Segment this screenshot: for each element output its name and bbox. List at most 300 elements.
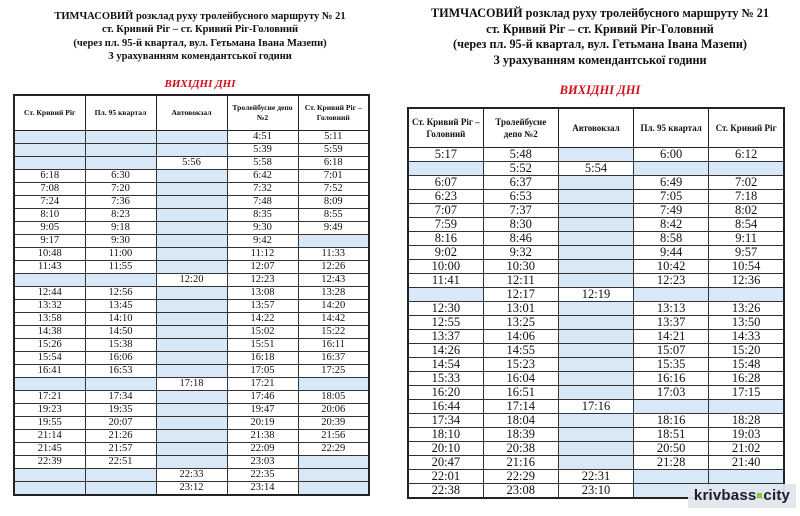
table-row [14, 131, 369, 144]
time-cell: 23:14 [227, 482, 298, 496]
time-cell: 13:25 [483, 316, 558, 330]
table-row [14, 222, 369, 235]
empty-cell [85, 144, 156, 157]
table-row [14, 391, 369, 404]
column-header: Ст. Кривий Ріг – Головний [408, 108, 483, 148]
empty-cell [85, 469, 156, 482]
time-cell: 10:48 [14, 248, 85, 261]
time-cell: 5:56 [156, 157, 227, 170]
table-row [14, 365, 369, 378]
time-cell: 16:20 [408, 386, 483, 400]
time-cell: 5:17 [408, 148, 483, 162]
time-cell: 13:28 [298, 287, 369, 300]
time-cell: 15:23 [483, 358, 558, 372]
time-cell: 7:36 [85, 196, 156, 209]
empty-cell [156, 365, 227, 378]
time-cell: 16:18 [227, 352, 298, 365]
time-cell: 7:24 [14, 196, 85, 209]
empty-cell [156, 183, 227, 196]
time-cell: 22:29 [483, 470, 558, 484]
empty-cell [558, 246, 633, 260]
watermark-dot-icon [757, 493, 762, 498]
empty-cell [85, 131, 156, 144]
time-cell: 13:13 [634, 302, 709, 316]
time-cell: 21:38 [227, 430, 298, 443]
watermark-text: city [763, 487, 791, 504]
time-cell: 16:28 [709, 372, 784, 386]
empty-cell [156, 287, 227, 300]
time-cell: 7:07 [408, 204, 483, 218]
empty-cell [156, 339, 227, 352]
time-cell: 9:49 [298, 222, 369, 235]
table-row [408, 414, 784, 428]
title-text: розклад руху тролейбусного маршруту № 21 [522, 6, 769, 20]
empty-cell [156, 326, 227, 339]
left-subtitle: ВИХІДНІ ДНІ [164, 77, 236, 90]
time-cell: 6:49 [634, 176, 709, 190]
time-cell: 12:43 [298, 274, 369, 287]
time-cell: 9:44 [634, 246, 709, 260]
time-cell: 6:53 [483, 190, 558, 204]
table-row [14, 209, 369, 222]
empty-cell [558, 316, 633, 330]
empty-cell [85, 157, 156, 170]
table-row [408, 358, 784, 372]
time-cell: 16:41 [14, 365, 85, 378]
time-cell: 9:11 [709, 232, 784, 246]
time-cell: 21:56 [298, 430, 369, 443]
time-cell: 6:00 [634, 148, 709, 162]
time-cell: 9:17 [14, 235, 85, 248]
table-row [408, 470, 784, 484]
table-row [14, 170, 369, 183]
time-cell: 17:25 [298, 365, 369, 378]
table-row [14, 313, 369, 326]
time-cell: 22:51 [85, 456, 156, 469]
table-row [408, 400, 784, 414]
table-row [14, 287, 369, 300]
empty-cell [156, 443, 227, 456]
empty-cell [558, 260, 633, 274]
time-cell: 6:37 [483, 176, 558, 190]
time-cell: 16:11 [298, 339, 369, 352]
time-cell: 9:18 [85, 222, 156, 235]
time-cell: 21:57 [85, 443, 156, 456]
time-cell: 12:23 [227, 274, 298, 287]
time-cell: 13:50 [709, 316, 784, 330]
time-cell: 5:58 [227, 157, 298, 170]
time-cell: 20:38 [483, 442, 558, 456]
time-cell: 23:03 [227, 456, 298, 469]
table-row [14, 339, 369, 352]
time-cell: 18:16 [634, 414, 709, 428]
empty-cell [85, 274, 156, 287]
time-cell: 12:56 [85, 287, 156, 300]
time-cell: 15:07 [634, 344, 709, 358]
time-cell: 22:09 [227, 443, 298, 456]
column-header: Тролейбусне депо №2 [227, 95, 298, 131]
time-cell: 22:01 [408, 470, 483, 484]
empty-cell [14, 144, 85, 157]
empty-cell [558, 372, 633, 386]
time-cell: 20:47 [408, 456, 483, 470]
empty-cell [156, 300, 227, 313]
time-cell: 11:00 [85, 248, 156, 261]
time-cell: 7:18 [709, 190, 784, 204]
time-cell: 18:04 [483, 414, 558, 428]
time-cell: 13:26 [709, 302, 784, 316]
time-cell: 8:46 [483, 232, 558, 246]
title-line [400, 6, 800, 22]
time-cell: 13:01 [483, 302, 558, 316]
time-cell: 8:35 [227, 209, 298, 222]
time-cell: 17:18 [156, 378, 227, 391]
table-row [408, 246, 784, 260]
empty-cell [14, 157, 85, 170]
empty-cell [156, 222, 227, 235]
time-cell: 8:54 [709, 218, 784, 232]
table-row [14, 417, 369, 430]
empty-cell [298, 378, 369, 391]
time-cell: 22:39 [14, 456, 85, 469]
time-cell: 8:23 [85, 209, 156, 222]
time-cell: 22:33 [156, 469, 227, 482]
time-cell: 17:14 [483, 400, 558, 414]
title-line: (через пл. 95-й квартал, вул. Гетьмана Івана Мазепи) [73, 37, 327, 49]
table-row [14, 443, 369, 456]
time-cell: 15:26 [14, 339, 85, 352]
time-cell: 18:39 [483, 428, 558, 442]
empty-cell [558, 344, 633, 358]
time-cell: 5:52 [483, 162, 558, 176]
table-header-row [14, 95, 369, 131]
time-cell: 16:37 [298, 352, 369, 365]
title-line: З урахуванням комендантської години [493, 52, 707, 67]
table-row [14, 352, 369, 365]
empty-cell [634, 470, 709, 484]
time-cell: 14:42 [298, 313, 369, 326]
time-cell: 18:28 [709, 414, 784, 428]
time-cell: 20:07 [85, 417, 156, 430]
empty-cell [634, 288, 709, 302]
time-cell: 12:23 [634, 274, 709, 288]
empty-cell [558, 274, 633, 288]
table-row [14, 326, 369, 339]
time-cell: 17:15 [709, 386, 784, 400]
empty-cell [298, 482, 369, 496]
empty-cell [14, 131, 85, 144]
time-cell: 13:32 [14, 300, 85, 313]
table-row [408, 218, 784, 232]
empty-cell [558, 414, 633, 428]
time-cell: 19:47 [227, 404, 298, 417]
empty-cell [558, 386, 633, 400]
watermark-text: krivbass [693, 487, 757, 504]
time-cell: 14:54 [408, 358, 483, 372]
time-cell: 21:40 [709, 456, 784, 470]
time-cell: 14:22 [227, 313, 298, 326]
table-row [14, 378, 369, 391]
time-cell: 5:39 [227, 144, 298, 157]
time-cell: 23:08 [483, 484, 558, 499]
table-row [14, 274, 369, 287]
empty-cell [709, 400, 784, 414]
time-cell: 13:37 [634, 316, 709, 330]
table-row [408, 148, 784, 162]
time-cell: 19:55 [14, 417, 85, 430]
column-header: Пл. 95 квартал [85, 95, 156, 131]
title-line: ст. Кривий Ріг – ст. Кривий Ріг-Головний [101, 24, 299, 36]
empty-cell [558, 176, 633, 190]
empty-cell [709, 288, 784, 302]
time-cell: 13:58 [14, 313, 85, 326]
table-row [408, 386, 784, 400]
time-cell: 10:30 [483, 260, 558, 274]
time-cell: 16:51 [483, 386, 558, 400]
time-cell: 14:20 [298, 300, 369, 313]
table-row [408, 204, 784, 218]
column-header: Тролейбусне депо №2 [483, 108, 558, 148]
time-cell: 7:49 [634, 204, 709, 218]
empty-cell [558, 302, 633, 316]
time-cell: 16:06 [85, 352, 156, 365]
empty-cell [156, 456, 227, 469]
time-cell: 12:20 [156, 274, 227, 287]
time-cell: 7:20 [85, 183, 156, 196]
time-cell: 7:08 [14, 183, 85, 196]
time-cell: 11:43 [14, 261, 85, 274]
time-cell: 12:07 [227, 261, 298, 274]
time-cell: 9:32 [483, 246, 558, 260]
empty-cell [408, 288, 483, 302]
table-row [14, 300, 369, 313]
table-row [14, 248, 369, 261]
empty-cell [156, 391, 227, 404]
table-row [408, 190, 784, 204]
right-title [400, 0, 800, 68]
time-cell: 7:59 [408, 218, 483, 232]
column-header: Автовокзал [558, 108, 633, 148]
empty-cell [558, 232, 633, 246]
table-row [408, 274, 784, 288]
time-cell: 18:10 [408, 428, 483, 442]
time-cell: 11:41 [408, 274, 483, 288]
time-cell: 8:55 [298, 209, 369, 222]
time-cell: 17:21 [227, 378, 298, 391]
time-cell: 15:38 [85, 339, 156, 352]
table-row [14, 482, 369, 496]
time-cell: 6:12 [709, 148, 784, 162]
empty-cell [709, 162, 784, 176]
time-cell: 15:33 [408, 372, 483, 386]
empty-cell [558, 358, 633, 372]
empty-cell [558, 190, 633, 204]
time-cell: 4:51 [227, 131, 298, 144]
time-cell: 8:58 [634, 232, 709, 246]
table-row [408, 176, 784, 190]
empty-cell [156, 261, 227, 274]
left-schedule [0, 0, 400, 493]
table-row [408, 344, 784, 358]
empty-cell [14, 482, 85, 496]
empty-cell [634, 400, 709, 414]
time-cell: 22:38 [408, 484, 483, 499]
empty-cell [156, 235, 227, 248]
title-line: ст. Кривий Ріг – ст. Кривий Ріг-Головний [486, 21, 714, 36]
time-cell: 22:35 [227, 469, 298, 482]
time-cell: 14:10 [85, 313, 156, 326]
right-schedule-table [407, 107, 785, 499]
time-cell: 10:00 [408, 260, 483, 274]
time-cell: 12:19 [558, 288, 633, 302]
time-cell: 9:30 [227, 222, 298, 235]
time-cell: 12:30 [408, 302, 483, 316]
table-row [14, 469, 369, 482]
column-header: Пл. 95 квартал [634, 108, 709, 148]
time-cell: 14:26 [408, 344, 483, 358]
table-row [408, 232, 784, 246]
column-header: Ст. Кривий Ріг [709, 108, 784, 148]
time-cell: 17:46 [227, 391, 298, 404]
time-cell: 14:21 [634, 330, 709, 344]
time-cell: 16:04 [483, 372, 558, 386]
time-cell: 14:33 [709, 330, 784, 344]
table-row [408, 372, 784, 386]
time-cell: 6:23 [408, 190, 483, 204]
empty-cell [156, 313, 227, 326]
title-line [0, 10, 400, 23]
empty-cell [156, 144, 227, 157]
time-cell: 16:53 [85, 365, 156, 378]
right-subtitle: ВИХІДНІ ДНІ [559, 83, 641, 98]
time-cell: 7:32 [227, 183, 298, 196]
time-cell: 18:05 [298, 391, 369, 404]
empty-cell [408, 162, 483, 176]
time-cell: 16:16 [634, 372, 709, 386]
time-cell: 19:35 [85, 404, 156, 417]
time-cell: 8:30 [483, 218, 558, 232]
table-row [408, 456, 784, 470]
time-cell: 13:08 [227, 287, 298, 300]
time-cell: 16:44 [408, 400, 483, 414]
table-row [408, 428, 784, 442]
time-cell: 21:02 [709, 442, 784, 456]
empty-cell [156, 196, 227, 209]
time-cell: 6:30 [85, 170, 156, 183]
time-cell: 10:54 [709, 260, 784, 274]
time-cell: 23:10 [558, 484, 633, 499]
time-cell: 21:14 [14, 430, 85, 443]
time-cell: 6:42 [227, 170, 298, 183]
time-cell: 15:48 [709, 358, 784, 372]
empty-cell [709, 470, 784, 484]
time-cell: 15:54 [14, 352, 85, 365]
time-cell: 12:44 [14, 287, 85, 300]
time-cell: 7:48 [227, 196, 298, 209]
time-cell: 15:51 [227, 339, 298, 352]
time-cell: 8:02 [709, 204, 784, 218]
time-cell: 6:18 [298, 157, 369, 170]
time-cell: 9:57 [709, 246, 784, 260]
time-cell: 6:18 [14, 170, 85, 183]
column-header: Ст. Кривий Ріг – Головний [298, 95, 369, 131]
time-cell: 5:48 [483, 148, 558, 162]
time-cell: 17:34 [408, 414, 483, 428]
time-cell: 22:29 [298, 443, 369, 456]
time-cell: 8:09 [298, 196, 369, 209]
time-cell: 9:42 [227, 235, 298, 248]
time-cell: 7:05 [634, 190, 709, 204]
empty-cell [298, 235, 369, 248]
time-cell: 19:03 [709, 428, 784, 442]
time-cell: 15:22 [298, 326, 369, 339]
time-cell: 20:06 [298, 404, 369, 417]
time-cell: 12:36 [709, 274, 784, 288]
empty-cell [558, 218, 633, 232]
empty-cell [14, 469, 85, 482]
time-cell: 12:26 [298, 261, 369, 274]
empty-cell [156, 430, 227, 443]
table-row [408, 162, 784, 176]
time-cell: 14:55 [483, 344, 558, 358]
time-cell: 15:02 [227, 326, 298, 339]
title-bold: ТИМЧАСОВИЙ [431, 6, 523, 20]
time-cell: 18:51 [634, 428, 709, 442]
time-cell: 14:50 [85, 326, 156, 339]
table-row [408, 302, 784, 316]
time-cell: 11:12 [227, 248, 298, 261]
table-header-row [408, 108, 784, 148]
empty-cell [156, 248, 227, 261]
table-row [408, 330, 784, 344]
table-row [14, 157, 369, 170]
empty-cell [558, 456, 633, 470]
left-schedule-table [13, 94, 370, 496]
time-cell: 12:11 [483, 274, 558, 288]
empty-cell [14, 274, 85, 287]
time-cell: 17:34 [85, 391, 156, 404]
empty-cell [558, 204, 633, 218]
time-cell: 5:54 [558, 162, 633, 176]
empty-cell [558, 148, 633, 162]
table-row [14, 144, 369, 157]
title-bold: ТИМЧАСОВИЙ [54, 11, 134, 22]
time-cell: 14:38 [14, 326, 85, 339]
empty-cell [558, 428, 633, 442]
time-cell: 20:19 [227, 417, 298, 430]
table-row [14, 261, 369, 274]
empty-cell [558, 442, 633, 456]
table-row [408, 442, 784, 456]
time-cell: 8:42 [634, 218, 709, 232]
empty-cell [634, 162, 709, 176]
column-header: Автовокзал [156, 95, 227, 131]
krivbass-city-watermark [688, 484, 796, 508]
time-cell: 12:17 [483, 288, 558, 302]
time-cell: 20:50 [634, 442, 709, 456]
time-cell: 8:10 [14, 209, 85, 222]
left-title [0, 0, 400, 64]
column-header: Ст. Кривий Ріг [14, 95, 85, 131]
time-cell: 21:16 [483, 456, 558, 470]
time-cell: 19:23 [14, 404, 85, 417]
time-cell: 13:37 [408, 330, 483, 344]
time-cell: 7:37 [483, 204, 558, 218]
title-text: розклад руху тролейбусного маршруту № 21 [133, 11, 346, 22]
table-row [14, 196, 369, 209]
time-cell: 9:05 [14, 222, 85, 235]
table-row [408, 316, 784, 330]
